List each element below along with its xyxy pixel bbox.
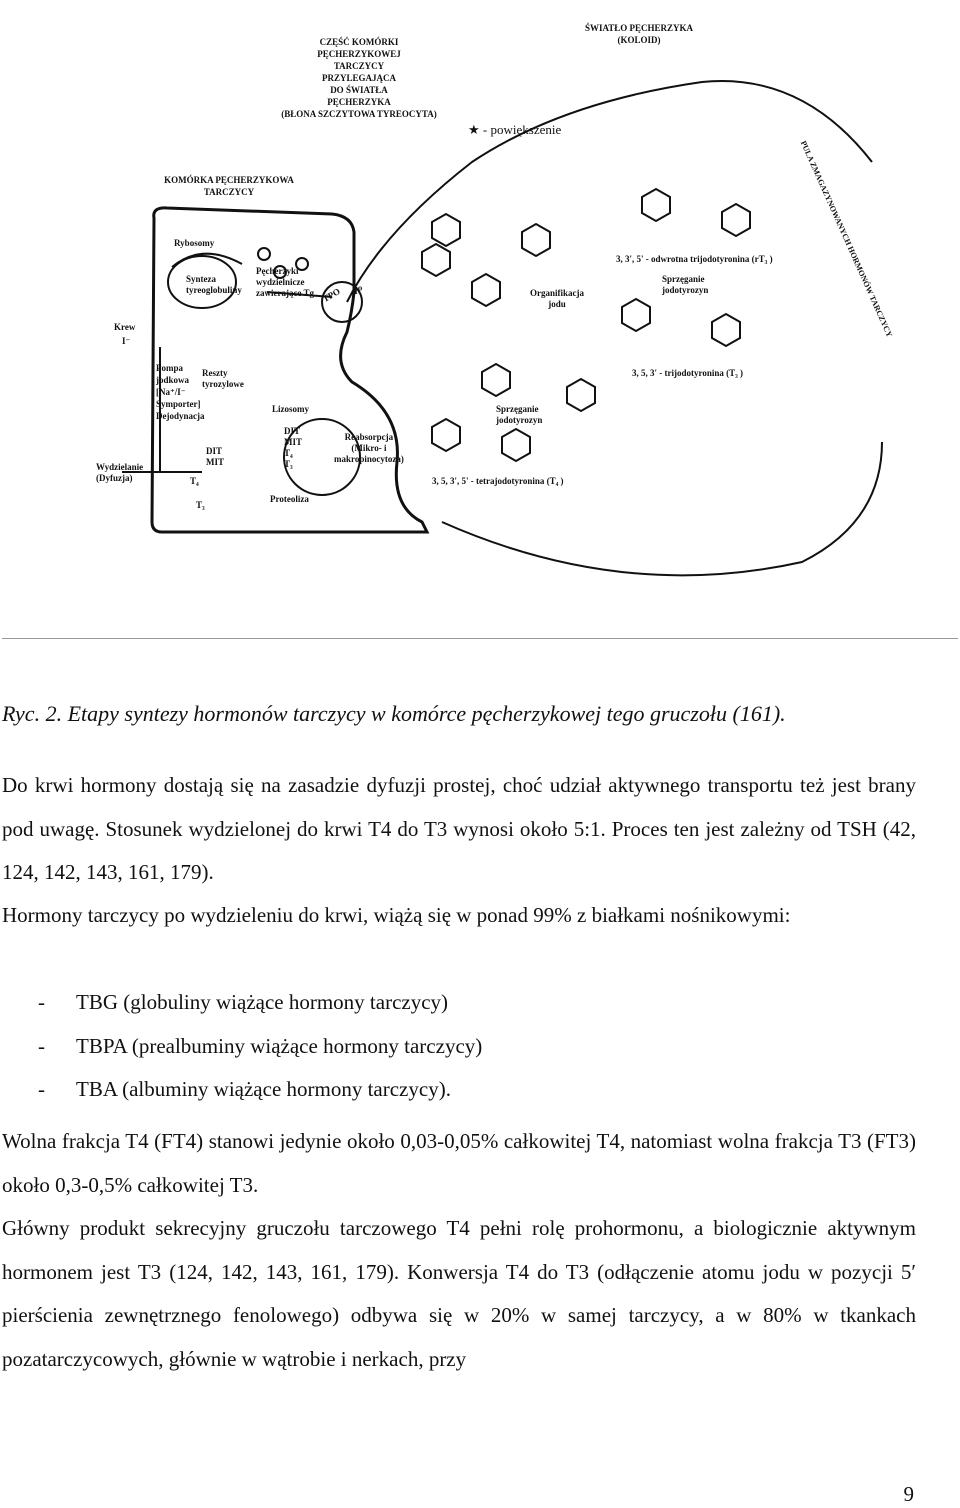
ribosomes-label: Rybosomy (174, 238, 215, 248)
proteolysis-label: Proteoliza (270, 494, 309, 504)
label-line: Reszty (202, 368, 228, 378)
carrier-protein-list (2, 981, 482, 1112)
secretion-label (96, 462, 143, 484)
lumen-label (564, 22, 714, 46)
coupling-label-upper (662, 274, 708, 296)
iodinated-tyrosines (422, 189, 750, 461)
label-line: T₃ (284, 459, 293, 469)
page-number: 9 (903, 1482, 914, 1506)
list-bullet: - (38, 1077, 45, 1101)
reabsorption-label (334, 432, 404, 465)
label-line: makropinocytoza) (334, 454, 404, 464)
rt3-label: 3, 3', 5' - odwrotna trijodotyronina (rT₃ ) (616, 254, 773, 264)
lysosome-content-label (284, 426, 302, 470)
label-line: DIT (284, 426, 301, 436)
lysosomes-label: Lizosomy (272, 404, 309, 414)
vesicle (258, 248, 270, 260)
iodide-label: I⁻ (122, 336, 131, 346)
label-line: Synteza (186, 274, 216, 284)
lumen-arc-lower (442, 442, 882, 575)
label-line: [Na⁺/I⁻ (156, 387, 186, 397)
list-item (2, 1025, 482, 1069)
label-line: Pompa (156, 363, 183, 373)
label-line: Organifikacja (530, 288, 584, 298)
label-line: (KOLOID) (617, 35, 661, 45)
label-line: Wydzielanie (96, 462, 144, 472)
hormone-pool-label: PULA ZMAGAZYNOWANYCH HORMONÓW TARCZYCY (798, 139, 895, 339)
label-line: Symporter] (156, 399, 201, 409)
thyroglobulin-label (186, 274, 242, 296)
diagram (2, 2, 958, 638)
pump-label (156, 362, 205, 422)
t4-full-label: 3, 5, 3', 5' - tetrajodotyronina (T₄ ) (432, 476, 564, 486)
label-line: jodotyrozyn (496, 415, 543, 425)
figure-caption: Ryc. 2. Etapy syntezy hormonów tarczycy w komórce pęcherzykowej tego gruczołu (161). (2, 701, 786, 726)
label-line: Sprzęganie (662, 274, 705, 284)
label-line: (BŁONA SZCZYTOWA TYREOCYTA) (281, 109, 437, 119)
label-line: (Dyfuzja) (96, 473, 133, 483)
paragraph: Hormony tarczycy po wydzieleniu do krwi, wiążą się w ponad 99% z białkami nośnikowymi: (2, 903, 791, 927)
label-line: Pęcherzyki (256, 266, 299, 276)
label-line: TARCZYCY (333, 61, 385, 71)
label-line: tyreoglobuliny (186, 285, 242, 295)
list-item-text: TBA (albuminy wiążące hormony tarczycy). (76, 1077, 451, 1101)
label-line: CZĘŚĆ KOMÓRKI (319, 37, 399, 47)
thyroid-hormone-synthesis-figure (2, 2, 958, 639)
label-line: ŚWIATŁO PĘCHERZYKA (584, 23, 694, 33)
list-item (2, 1068, 482, 1112)
list-item (2, 981, 482, 1025)
label-line: PRZYLEGAJĄCA (321, 73, 396, 83)
label-line: wydzielnicze (256, 277, 305, 287)
label-line: Sprzęganie (496, 404, 539, 414)
list-item-text: TBG (globuliny wiążące hormony tarczycy) (76, 990, 449, 1014)
label-line: zawierające Tg (256, 288, 315, 298)
label-line: jodu (548, 299, 566, 309)
t3-full-label: 3, 5, 3' - trijodotyronina (T₃ ) (632, 368, 744, 378)
label-line: DIT (206, 446, 223, 456)
label-line: TARCZYCY (203, 187, 255, 197)
label-line: MIT (284, 437, 302, 447)
organification-label (530, 288, 584, 310)
coupling-label-lower (496, 404, 542, 426)
list-bullet: - (38, 1033, 45, 1058)
i0-label: I⁰ (354, 286, 363, 297)
label-line: Reabsorpcja (344, 432, 394, 442)
dit-mit-label (206, 446, 224, 468)
cell-label (154, 174, 304, 198)
label-line: jodotyrozyn (662, 285, 709, 295)
label-line: tyrozylowe (202, 379, 244, 389)
label-line: T₄ (284, 448, 293, 458)
apical-part-label (270, 36, 448, 120)
blood-label: Krew (114, 322, 136, 332)
magnification-legend: ★ - powiększenie (468, 122, 562, 137)
tpo-label: TPO (320, 286, 342, 304)
label-line: DO ŚWIATŁA (330, 85, 388, 95)
t4-label: T₄ (190, 476, 199, 486)
paragraph: Główny produkt sekrecyjny gruczołu tarczowego T4 pełni rolę prohormonu, a biologicznie aktywnym hormonem jest T3 (124, 142, 143, 161, 179). Konwersja T4 do T3 (odłączenie atomu jodu w pozycji 5′ pierścienia zewnętrznego fenolowego) odbywa się w 20% w samej tarczycy, a w 80% w tkankach pozatarczycowych, głównie w wątrobie i nerkach, przy (2, 1216, 916, 1371)
list-bullet: - (38, 990, 45, 1014)
list-item-text: TBPA (prealbuminy wiążące hormony tarczycy) (76, 1033, 483, 1058)
tyrosine-label (202, 368, 244, 390)
paragraph: Wolna frakcja T4 (FT4) stanowi jedynie około 0,03-0,05% całkowitej T4, natomiast wolna frakcja T3 (FT3) około 0,3-0,5% całkowitej T3. (2, 1129, 916, 1197)
label-line: PĘCHERZYKA (327, 97, 391, 107)
label-line: (Mikro- i (351, 443, 387, 453)
label-line: PĘCHERZYKOWEJ (317, 49, 401, 59)
t3-label: T₃ (196, 500, 205, 510)
label-line: jodkowa (156, 375, 190, 385)
paragraph: Do krwi hormony dostają się na zasadzie dyfuzji prostej, choć udział aktywnego transportu też jest brany pod uwagę. Stosunek wydzielonej do krwi T4 do T3 wynosi około 5:1. Proces ten jest zależny od TSH (42, 124, 142, 143, 161, 179). (2, 773, 916, 884)
label-line: MIT (206, 457, 224, 467)
label-line: KOMÓRKA PĘCHERZYKOWA (164, 175, 294, 185)
label-line: Dejodynacja (156, 411, 205, 421)
vesicles-label (256, 266, 314, 299)
